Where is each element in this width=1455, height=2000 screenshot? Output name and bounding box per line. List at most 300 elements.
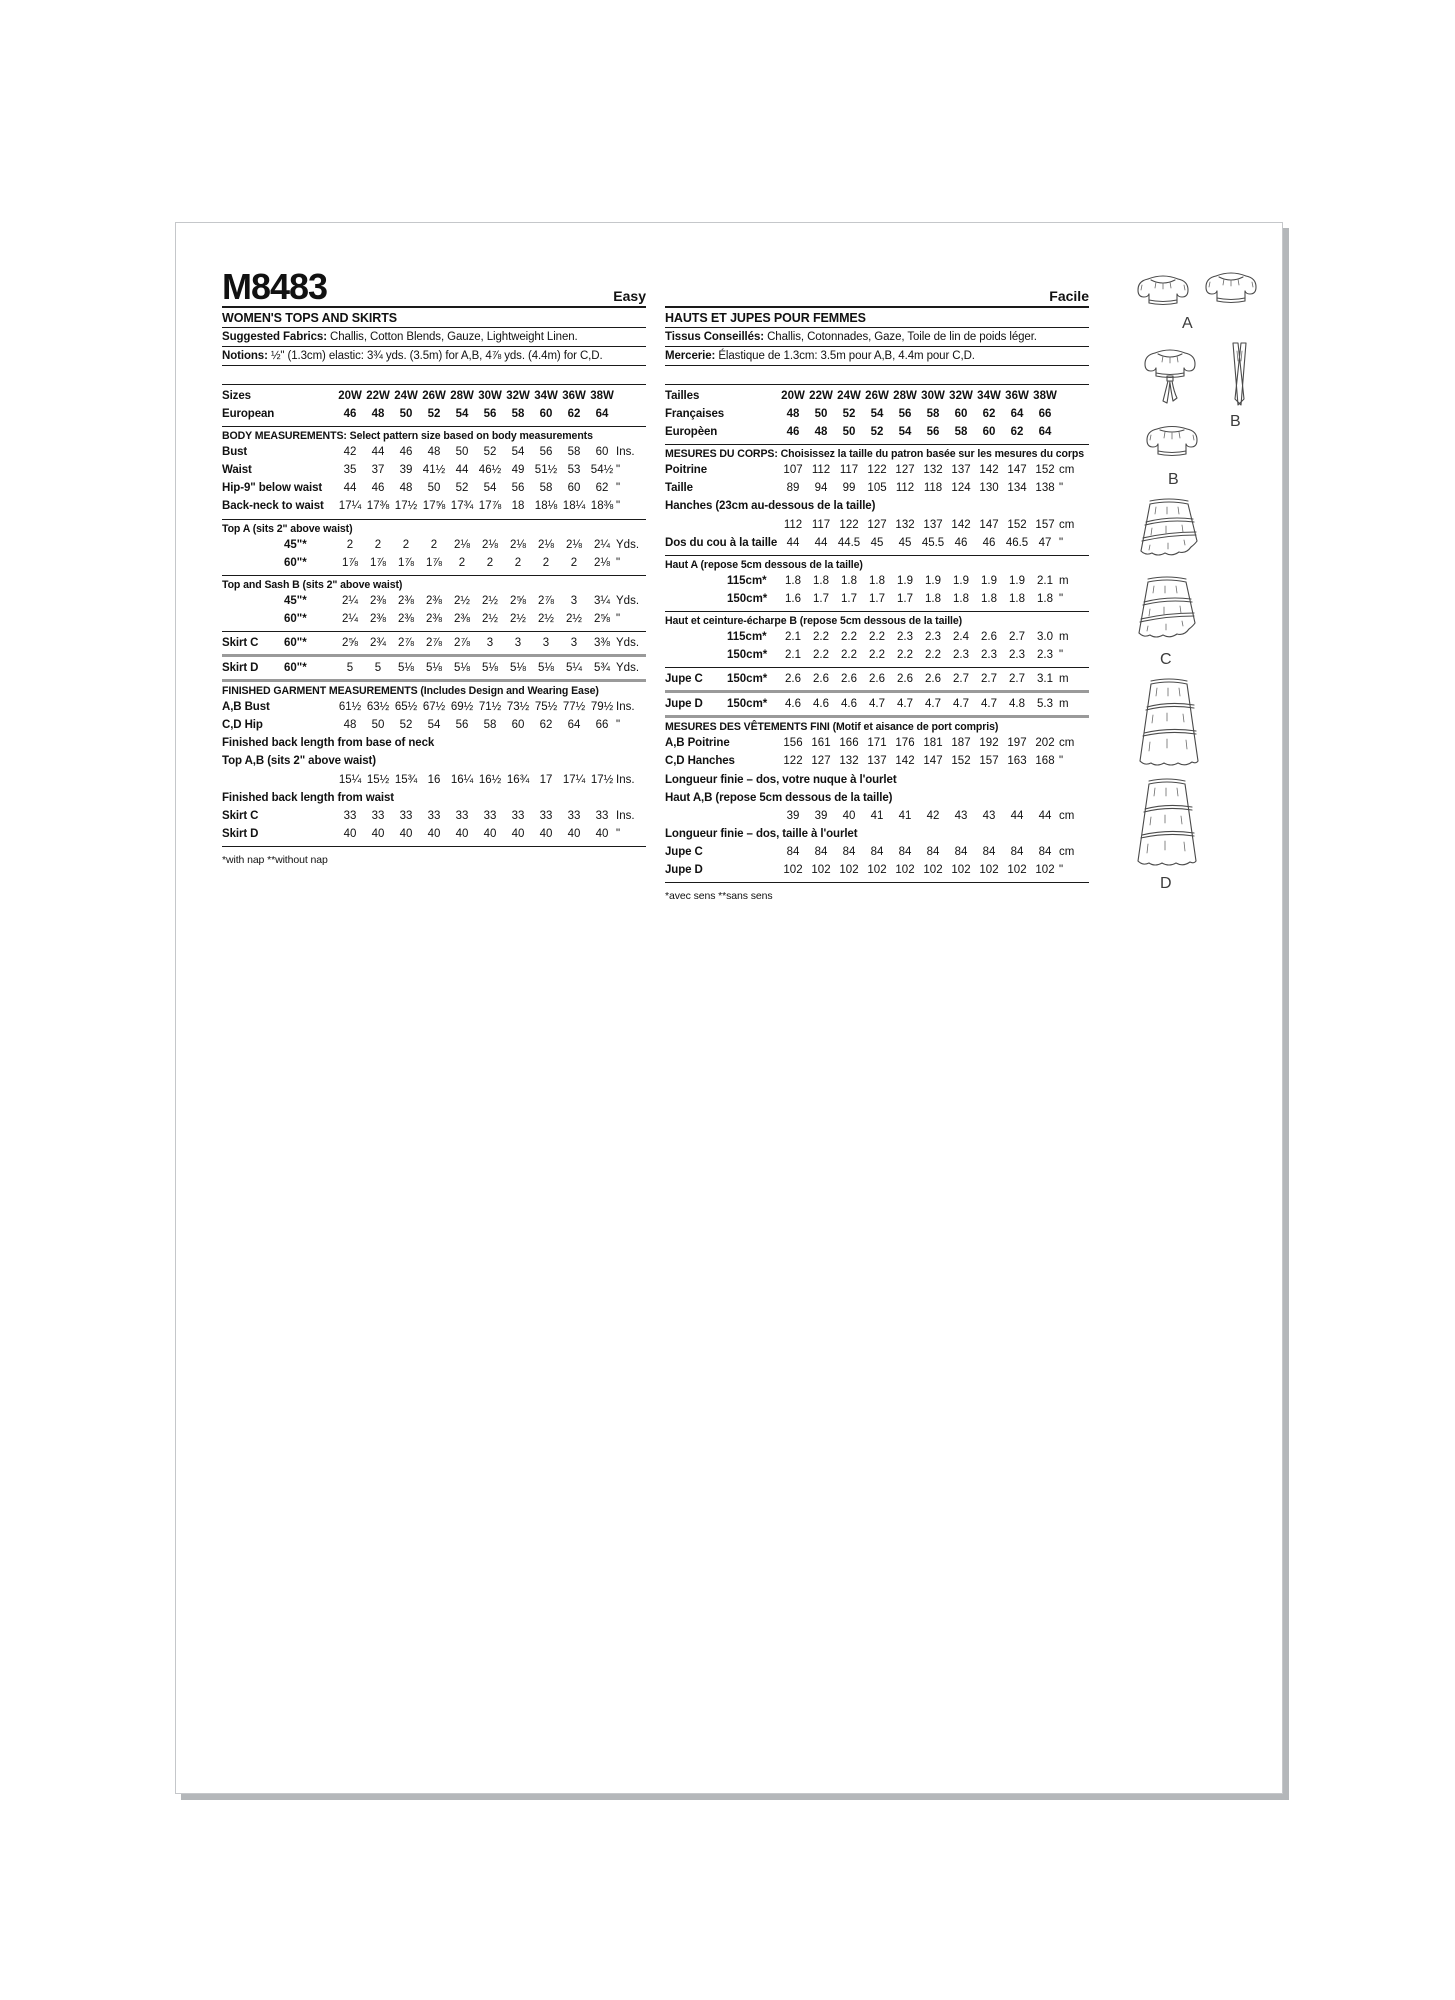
value-cell: 89 xyxy=(786,482,800,495)
value-cell: 44 xyxy=(1010,809,1024,822)
value-cell: 37 xyxy=(371,464,385,477)
english-footnote: *with nap **without nap xyxy=(222,853,328,866)
value-cell: 54 xyxy=(483,482,497,495)
value-cell: 84 xyxy=(954,845,968,858)
difficulty-badge-fr: Facile xyxy=(1049,288,1089,304)
section-heading: FINISHED GARMENT MEASUREMENTS (Includes Design and Wearing Ease) xyxy=(222,685,599,698)
view-d-label: D xyxy=(1160,875,1173,892)
row-label: Skirt C xyxy=(222,809,259,822)
tissus-text: Challis, Cotonnades, Gaze, Toile de lin de poids léger. xyxy=(763,331,1037,343)
value-cell: 62 xyxy=(567,408,581,421)
value-cell: 2⅝ xyxy=(594,612,610,625)
value-cell: 18¼ xyxy=(562,500,586,513)
value-cell: 50 xyxy=(814,408,828,421)
row-subheading: Finished back length from waist xyxy=(222,791,394,804)
fabric-width-label: 150cm* xyxy=(727,673,768,686)
fabric-width-label: 60"* xyxy=(284,636,307,649)
row-label: European xyxy=(222,408,275,421)
measurement-table xyxy=(665,628,1087,664)
value-cell: 94 xyxy=(814,482,828,495)
value-cell: 5.3 xyxy=(1037,698,1053,711)
row-label: C,D Hip xyxy=(222,719,263,732)
table-row xyxy=(665,825,1087,843)
value-cell: 77½ xyxy=(562,701,586,714)
value-cell: 44 xyxy=(371,446,385,459)
fabric-width-label: 115cm* xyxy=(727,574,767,587)
value-cell: 50 xyxy=(371,719,385,732)
unit-cell: " xyxy=(1059,536,1064,549)
value-cell: 102 xyxy=(839,863,859,876)
value-cell: 33 xyxy=(567,809,581,822)
skirt-c-front-illustration xyxy=(1134,495,1206,571)
table-row xyxy=(222,592,644,610)
unit-cell: Yds. xyxy=(616,662,640,675)
value-cell: 22W xyxy=(809,390,833,402)
value-cell: 45 xyxy=(898,536,912,549)
value-cell: 33 xyxy=(427,809,441,822)
value-cell: 142 xyxy=(979,464,999,477)
mercerie-label: Mercerie: xyxy=(665,350,716,362)
value-cell: 2½ xyxy=(538,612,554,625)
jupe-c-metrage xyxy=(665,667,1089,693)
row-label xyxy=(222,554,284,572)
unit-cell: " xyxy=(1059,482,1064,495)
top-b-front-illustration xyxy=(1128,343,1216,409)
value-cell: 2.4 xyxy=(953,630,969,643)
measurement-table xyxy=(665,387,1087,441)
value-cell: 51½ xyxy=(534,464,558,477)
value-cell: 122 xyxy=(867,464,887,477)
value-cell: 50 xyxy=(842,426,856,439)
value-cell: 66 xyxy=(595,719,609,732)
value-cell: 171 xyxy=(867,737,887,750)
jupe-d-metrage xyxy=(665,693,1089,718)
value-cell: 2¼ xyxy=(342,612,358,625)
value-cell: 44 xyxy=(1038,809,1052,822)
pattern-number: M8483 xyxy=(222,265,328,307)
value-cell: 1.8 xyxy=(981,592,997,605)
value-cell: 161 xyxy=(811,737,831,750)
value-cell: 4.7 xyxy=(869,698,885,711)
value-cell: 2.2 xyxy=(813,649,829,662)
value-cell: 2¼ xyxy=(594,538,610,551)
row-subheading: Longueur finie – dos, votre nuque à l'ourlet xyxy=(665,773,897,786)
value-cell: 134 xyxy=(1007,482,1027,495)
table-row xyxy=(665,423,1087,441)
value-cell: 4.6 xyxy=(785,698,801,711)
value-cell: 56 xyxy=(511,482,525,495)
table-row xyxy=(665,590,1087,608)
value-cell: 2⅛ xyxy=(566,538,582,551)
row-label xyxy=(665,646,727,664)
value-cell: 2.7 xyxy=(1009,673,1025,686)
table-row xyxy=(222,387,644,405)
value-cell: 2⅞ xyxy=(398,636,414,649)
value-cell: 16 xyxy=(427,773,441,786)
fabric-width-label: 45"* xyxy=(284,594,307,607)
value-cell: 63½ xyxy=(366,701,390,714)
value-cell: 2⅜ xyxy=(398,594,414,607)
value-cell: 34W xyxy=(977,390,1001,402)
value-cell: 41½ xyxy=(422,464,446,477)
measurement-table xyxy=(222,387,644,423)
section-heading: Haut A (repose 5cm dessous de la taille) xyxy=(665,558,863,571)
value-cell: 2.3 xyxy=(897,630,913,643)
fabric-width-label: 115cm* xyxy=(727,630,767,643)
value-cell: 48 xyxy=(343,719,357,732)
value-cell: 47 xyxy=(1038,536,1052,549)
value-cell: 64 xyxy=(595,408,609,421)
value-cell: 46 xyxy=(954,536,968,549)
sash-b-illustration xyxy=(1224,341,1256,413)
value-cell: 122 xyxy=(839,518,859,531)
value-cell: 1.7 xyxy=(841,592,857,605)
value-cell: 24W xyxy=(394,390,418,402)
value-cell: 2 xyxy=(514,556,522,569)
value-cell: 2⅛ xyxy=(482,538,498,551)
english-title: WOMEN'S TOPS AND SKIRTS xyxy=(222,306,646,328)
value-cell: 2⅜ xyxy=(426,612,442,625)
value-cell: 67½ xyxy=(422,701,446,714)
value-cell: 84 xyxy=(926,845,940,858)
value-cell: 152 xyxy=(1035,464,1055,477)
table-row xyxy=(222,698,644,716)
value-cell: 2.3 xyxy=(1037,649,1053,662)
value-cell: 58 xyxy=(954,426,968,439)
table-row xyxy=(665,843,1087,861)
value-cell: 99 xyxy=(842,482,856,495)
value-cell: 17 xyxy=(539,773,553,786)
value-cell: 50 xyxy=(455,446,469,459)
value-cell: 4.7 xyxy=(953,698,969,711)
value-cell: 157 xyxy=(979,755,999,768)
value-cell: 40 xyxy=(511,827,525,840)
unit-cell: Ins. xyxy=(616,701,635,714)
value-cell: 2 xyxy=(486,556,494,569)
unit-cell: Yds. xyxy=(616,636,640,649)
value-cell: 79½ xyxy=(590,701,614,714)
value-cell: 2⅝ xyxy=(510,594,526,607)
value-cell: 56 xyxy=(539,446,553,459)
value-cell: 2⅝ xyxy=(342,636,358,649)
value-cell: 62 xyxy=(982,408,996,421)
value-cell: 152 xyxy=(951,755,971,768)
value-cell: 17⅝ xyxy=(422,500,446,513)
value-cell: 5 xyxy=(346,662,354,675)
unit-cell: m xyxy=(1059,698,1069,711)
value-cell: 84 xyxy=(982,845,996,858)
value-cell: 102 xyxy=(895,863,915,876)
value-cell: 2.2 xyxy=(869,630,885,643)
value-cell: 2 xyxy=(430,538,438,551)
unit-cell: " xyxy=(616,556,621,569)
value-cell: 69½ xyxy=(450,701,474,714)
sizes-table xyxy=(222,384,646,426)
value-cell: 2 xyxy=(542,556,550,569)
unit-cell: cm xyxy=(1059,464,1075,477)
value-cell: 2⅜ xyxy=(454,612,470,625)
value-cell: 40 xyxy=(371,827,385,840)
table-row xyxy=(222,461,644,479)
value-cell: 33 xyxy=(511,809,525,822)
section-heading: Haut et ceinture-écharpe B (repose 5cm dessous de la taille) xyxy=(665,614,963,627)
value-cell: 1.9 xyxy=(925,574,941,587)
value-cell: 40 xyxy=(427,827,441,840)
value-cell: 2.6 xyxy=(981,630,997,643)
table-row xyxy=(665,752,1087,770)
value-cell: 40 xyxy=(539,827,553,840)
table-row xyxy=(665,807,1087,825)
value-cell: 2.6 xyxy=(897,673,913,686)
table-row xyxy=(665,695,1087,713)
value-cell: 5¾ xyxy=(594,662,610,675)
value-cell: 2½ xyxy=(566,612,582,625)
value-cell: 2½ xyxy=(454,594,470,607)
section-heading: BODY MEASUREMENTS: Select pattern size based on body measurements xyxy=(222,430,593,443)
table-row xyxy=(222,479,644,497)
notions-label: Notions: xyxy=(222,350,268,362)
row-label xyxy=(665,572,727,590)
value-cell: 122 xyxy=(783,755,803,768)
measurement-table xyxy=(665,734,1087,879)
garment-illustrations xyxy=(1128,267,1278,907)
value-cell: 2.6 xyxy=(869,673,885,686)
row-label xyxy=(665,628,727,646)
value-cell: 84 xyxy=(898,845,912,858)
value-cell: 56 xyxy=(926,426,940,439)
table-row xyxy=(665,461,1087,479)
value-cell: 38W xyxy=(1033,390,1057,402)
value-cell: 2.6 xyxy=(841,673,857,686)
value-cell: 2.6 xyxy=(925,673,941,686)
value-cell: 30W xyxy=(921,390,945,402)
value-cell: 17¼ xyxy=(562,773,586,786)
skirt-c-back-illustration xyxy=(1132,573,1204,649)
suggested-fabrics-line xyxy=(222,328,646,347)
value-cell: 60 xyxy=(567,482,581,495)
unit-cell: " xyxy=(1059,755,1064,768)
value-cell: 1.9 xyxy=(953,574,969,587)
unit-cell: cm xyxy=(1059,737,1075,750)
value-cell: 40 xyxy=(399,827,413,840)
value-cell: 2.2 xyxy=(841,630,857,643)
value-cell: 137 xyxy=(867,755,887,768)
value-cell: 64 xyxy=(1038,426,1052,439)
value-cell: 48 xyxy=(427,446,441,459)
value-cell: 33 xyxy=(539,809,553,822)
value-cell: 2.2 xyxy=(813,630,829,643)
value-cell: 3 xyxy=(570,636,578,649)
table-row xyxy=(665,497,1087,515)
value-cell: 156 xyxy=(783,737,803,750)
value-cell: 147 xyxy=(979,518,999,531)
unit-cell: " xyxy=(1059,592,1064,605)
value-cell: 48 xyxy=(786,408,800,421)
top-b-back-illustration xyxy=(1130,419,1218,469)
row-subheading: Haut A,B (repose 5cm dessous de la taille) xyxy=(665,791,893,804)
table-row xyxy=(222,752,644,770)
value-cell: 2.1 xyxy=(1037,574,1053,587)
value-cell: 43 xyxy=(982,809,996,822)
value-cell: 2.7 xyxy=(953,673,969,686)
value-cell: 71½ xyxy=(478,701,502,714)
value-cell: 58 xyxy=(567,446,581,459)
value-cell: 107 xyxy=(783,464,803,477)
value-cell: 84 xyxy=(814,845,828,858)
value-cell: 112 xyxy=(811,464,831,477)
value-cell: 60 xyxy=(954,408,968,421)
value-cell: 46.5 xyxy=(1005,536,1029,549)
row-subheading: Top A,B (sits 2" above waist) xyxy=(222,755,376,768)
table-row xyxy=(222,716,644,734)
value-cell: 102 xyxy=(867,863,887,876)
value-cell: 36W xyxy=(562,390,586,402)
value-cell: 58 xyxy=(539,482,553,495)
value-cell: 35 xyxy=(343,464,357,477)
french-title: HAUTS ET JUPES POUR FEMMES xyxy=(665,306,1089,328)
value-cell: 105 xyxy=(867,482,887,495)
value-cell: 33 xyxy=(595,809,609,822)
value-cell: 132 xyxy=(839,755,859,768)
mercerie-text: Élastique de 1.3cm: 3.5m pour A,B, 4.4m pour C,D. xyxy=(715,350,975,362)
value-cell: 18 xyxy=(511,500,525,513)
value-cell: 43 xyxy=(954,809,968,822)
value-cell: 45.5 xyxy=(921,536,945,549)
value-cell: 61½ xyxy=(338,701,362,714)
value-cell: 1.7 xyxy=(897,592,913,605)
value-cell: 1⅞ xyxy=(426,556,442,569)
row-label: Dos du cou à la taille xyxy=(665,536,778,549)
value-cell: 28W xyxy=(893,390,917,402)
table-row xyxy=(665,861,1087,879)
value-cell: 5¼ xyxy=(566,662,582,675)
row-label: Skirt D xyxy=(222,662,259,675)
value-cell: 17⅞ xyxy=(478,500,502,513)
value-cell: 32W xyxy=(949,390,973,402)
value-cell: 33 xyxy=(371,809,385,822)
value-cell: 4.6 xyxy=(813,698,829,711)
value-cell: 58 xyxy=(511,408,525,421)
value-cell: 41 xyxy=(870,809,884,822)
value-cell: 52 xyxy=(399,719,413,732)
table-row xyxy=(222,771,644,789)
skirt-c-yardage xyxy=(222,631,646,657)
value-cell: 54 xyxy=(455,408,469,421)
value-cell: 52 xyxy=(427,408,441,421)
row-label: Skirt D xyxy=(222,827,259,840)
value-cell: 2⅜ xyxy=(426,594,442,607)
table-row xyxy=(665,572,1087,590)
row-subheading: Hanches (23cm au-dessous de la taille) xyxy=(665,500,876,513)
value-cell: 62 xyxy=(1010,426,1024,439)
fabric-width-label: 45"* xyxy=(284,538,307,551)
value-cell: 75½ xyxy=(534,701,558,714)
measurement-table xyxy=(665,461,1087,551)
value-cell: 2.1 xyxy=(785,630,801,643)
value-cell: 62 xyxy=(539,719,553,732)
value-cell: 2½ xyxy=(482,594,498,607)
value-cell: 15¼ xyxy=(338,773,362,786)
table-row xyxy=(665,479,1087,497)
unit-cell: m xyxy=(1059,673,1069,686)
unit-cell: " xyxy=(616,464,621,477)
measurement-table xyxy=(222,443,644,515)
fabric-width-label: 150cm* xyxy=(727,649,768,662)
value-cell: 40 xyxy=(455,827,469,840)
table-row xyxy=(665,405,1087,423)
value-cell: 48 xyxy=(814,426,828,439)
value-cell: 46 xyxy=(399,446,413,459)
skirt-d-front-illustration xyxy=(1134,675,1206,773)
view-b-label: B xyxy=(1168,471,1180,488)
value-cell: 1⅞ xyxy=(370,556,386,569)
view-c-label: C xyxy=(1160,651,1173,668)
section-heading: Top A (sits 2" above waist) xyxy=(222,522,353,535)
value-cell: 152 xyxy=(1007,518,1027,531)
value-cell: 2.3 xyxy=(953,649,969,662)
value-cell: 147 xyxy=(923,755,943,768)
unit-cell xyxy=(616,405,644,423)
value-cell: 1.8 xyxy=(841,574,857,587)
unit-cell: " xyxy=(616,827,621,840)
notions-line xyxy=(222,347,646,366)
english-masthead xyxy=(222,257,646,307)
value-cell: 16½ xyxy=(478,773,502,786)
value-cell: 60 xyxy=(511,719,525,732)
value-cell: 2.3 xyxy=(981,649,997,662)
value-cell: 54½ xyxy=(590,464,614,477)
tissus-line xyxy=(665,328,1089,347)
value-cell: 53 xyxy=(567,464,581,477)
value-cell: 117 xyxy=(839,464,859,477)
value-cell: 2.2 xyxy=(869,649,885,662)
value-cell: 117 xyxy=(811,518,831,531)
value-cell: 52 xyxy=(483,446,497,459)
row-label xyxy=(665,590,727,608)
value-cell: 42 xyxy=(926,809,940,822)
row-subheading: Longueur finie – dos, taille à l'ourlet xyxy=(665,827,858,840)
section-heading: Top and Sash B (sits 2" above waist) xyxy=(222,578,403,591)
value-cell: 84 xyxy=(842,845,856,858)
value-cell: 17¾ xyxy=(450,500,474,513)
value-cell: 2⅛ xyxy=(454,538,470,551)
table-row xyxy=(665,646,1087,664)
value-cell: 54 xyxy=(898,426,912,439)
table-row xyxy=(222,659,644,677)
haut-ceinture-b-metrage xyxy=(665,611,1089,667)
skirt-d-yardage xyxy=(222,657,646,682)
value-cell: 127 xyxy=(867,518,887,531)
value-cell: 2⅛ xyxy=(594,556,610,569)
value-cell: 39 xyxy=(814,809,828,822)
value-cell: 54 xyxy=(427,719,441,732)
value-cell: 5⅛ xyxy=(454,662,470,675)
unit-cell: Ins. xyxy=(616,809,635,822)
value-cell: 102 xyxy=(783,863,803,876)
row-label: Skirt C xyxy=(222,636,259,649)
value-cell: 33 xyxy=(455,809,469,822)
value-cell: 1⅞ xyxy=(342,556,358,569)
value-cell: 102 xyxy=(979,863,999,876)
value-cell: 168 xyxy=(1035,755,1055,768)
value-cell: 2.7 xyxy=(981,673,997,686)
table-row xyxy=(665,789,1087,807)
row-label: A,B Bust xyxy=(222,701,270,714)
value-cell: 147 xyxy=(1007,464,1027,477)
value-cell: 52 xyxy=(842,408,856,421)
value-cell: 17½ xyxy=(590,773,614,786)
row-label: Taille xyxy=(665,482,693,495)
